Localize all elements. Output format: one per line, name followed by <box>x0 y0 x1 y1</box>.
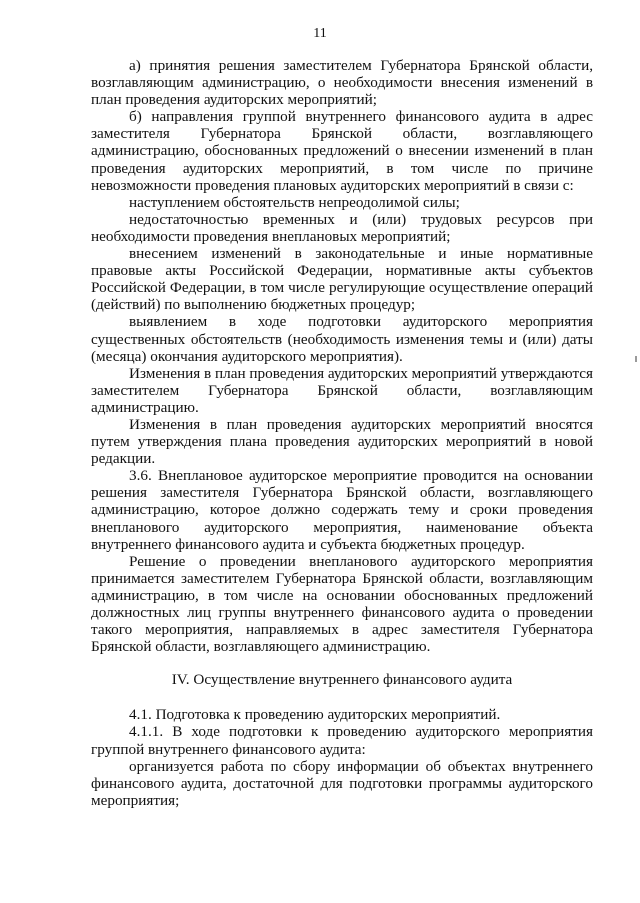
paragraph-force-majeure: наступлением обстоятельств непреодолимой силы; <box>129 193 460 211</box>
paragraph-4-1-1: 4.1.1. В ходе подготовки к проведению аудиторского мероприятия группой внутреннего финансового аудита: <box>91 723 593 758</box>
paragraph-plan-changes-new-edition: Изменения в план проведения аудиторских мероприятий вносятся путем утверждения плана проведения аудиторских мероприятий в новой редакции. <box>91 415 593 468</box>
paragraph-essential-circumstances: выявлением в ходе подготовки аудиторского мероприятия существенных обстоятельств (необходимость изменения темы и (или) даты (месяца) окончания аудиторского мероприятия). <box>91 313 593 365</box>
paragraph-insufficient-resources: недостаточностью временных и (или) трудовых ресурсов при необходимости проведения внеплановых мероприятий; <box>91 210 593 245</box>
paragraph-legislation-changes: внесением изменений в законодательные и иные нормативные правовые акты Российской Федерации, нормативные акты субъектов Российской Федерации, в том числе регулирующие осуществление операций (действий) по выполнению бюджетных процедур; <box>91 245 593 314</box>
paragraph-3-6: 3.6. Внеплановое аудиторское мероприятие проводится на основании решения заместителя Губернатора Брянской области, возглавляющего администрацию, которое должно содержать тему и сроки проведения внепланового аудиторского мероприятия, наименование объекта внутреннего финансового аудита и субъекта бюджетных процедур. <box>91 467 593 553</box>
document-body <box>91 57 593 809</box>
paragraph-item-a: а) принятия решения заместителем Губернатора Брянской области, возглавляющим администрацию, о необходимости внесения изменений в план проведения аудиторских мероприятий; <box>91 57 593 109</box>
paragraph-item-b: б) направления группой внутреннего финансового аудита в адрес заместителя Губернатора Брянской области, возглавляющего администрацию, обоснованных предложений о внесении изменений в план проведения аудиторских мероприятий, в том числе по причине невозможности проведения плановых аудиторских мероприятий в связи с: <box>91 108 593 194</box>
paragraph-unplanned-decision: Решение о проведении внепланового аудиторского мероприятия принимается заместителем Губернатора Брянской области, возглавляющим администрацию, в том числе на основании обоснованных предложений должностных лиц группы внутреннего финансового аудита о проведении такого мероприятия, направляемых в адрес заместителя Губернатора Брянской области, возглавляющего администрацию. <box>91 552 593 656</box>
page-number: 11 <box>313 26 327 41</box>
section-heading: IV. Осуществление внутреннего финансового аудита <box>171 671 513 689</box>
paragraph-4-1: 4.1. Подготовка к проведению аудиторских мероприятий. <box>129 706 501 724</box>
paragraph-information-collection: организуется работа по сбору информации об объектах внутреннего финансового аудита, достаточной для подготовки программы аудиторского мероприятия; <box>91 757 593 809</box>
paragraph-plan-changes-approved: Изменения в план проведения аудиторских мероприятий утверждаются заместителем Губернатора Брянской области, возглавляющим администрацию. <box>91 364 593 416</box>
scan-mark <box>635 356 637 362</box>
